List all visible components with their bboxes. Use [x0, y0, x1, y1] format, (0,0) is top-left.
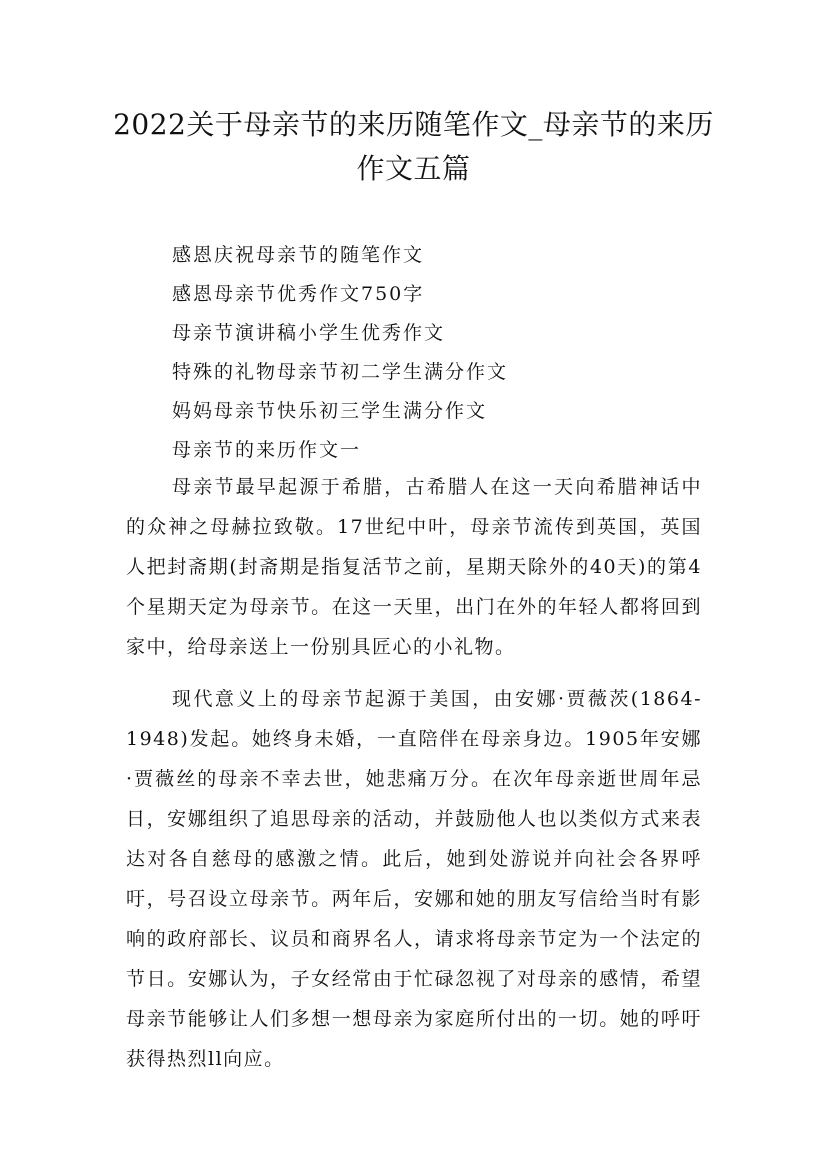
article-list-item: 感恩母亲节优秀作文750字	[172, 283, 425, 305]
article-list-item: 妈妈母亲节快乐初三学生满分作文	[172, 400, 488, 422]
body-paragraph: 现代意义上的母亲节起源于美国，由安娜·贾薇茨(1864-1948)发起。她终身未婚，一直陪伴在母亲身边。1905年安娜·贾薇丝的母亲不幸去世，她悲痛万分。在次年母亲逝世周年忌日，安娜组织了追思母亲的活动，并鼓励他人也以类似方式来表达对各自慈母的感激之情。此后，她到处游说并向社会各界呼吁，号召设立母亲节。两年后，安娜和她的朋友写信给当时有影响的政府部长、议员和商界名人，请求将母亲节定为一个法定的节日。安娜认为，子女经常由于忙碌忽视了对母亲的感情，希望母亲节能够让人们多想一想母亲为家庭所付出的一切。她的呼吁获得热烈ll向应。	[126, 688, 702, 1070]
article-list-item: 母亲节的来历作文一	[172, 439, 362, 461]
article-list	[172, 236, 508, 470]
article-list-item: 特殊的礼物母亲节初二学生满分作文	[172, 361, 509, 383]
article-body	[126, 467, 702, 1091]
article-list-item: 感恩庆祝母亲节的随笔作文	[172, 244, 425, 266]
article-list-item: 母亲节演讲稿小学生优秀作文	[172, 322, 446, 344]
document-title: 2022关于母亲节的来历随笔作文_母亲节的来历作文五篇	[113, 108, 714, 185]
body-paragraph: 母亲节最早起源于希腊，古希腊人在这一天向希腊神话中的众神之母赫拉致敬。17世纪中叶，母亲节流传到英国，英国人把封斋期(封斋期是指复活节之前，星期天除外的40天)的第4个星期天定为母亲节。在这一天里，出门在外的年轻人都将回到家中，给母亲送上一份别具匠心的小礼物。	[126, 476, 702, 658]
